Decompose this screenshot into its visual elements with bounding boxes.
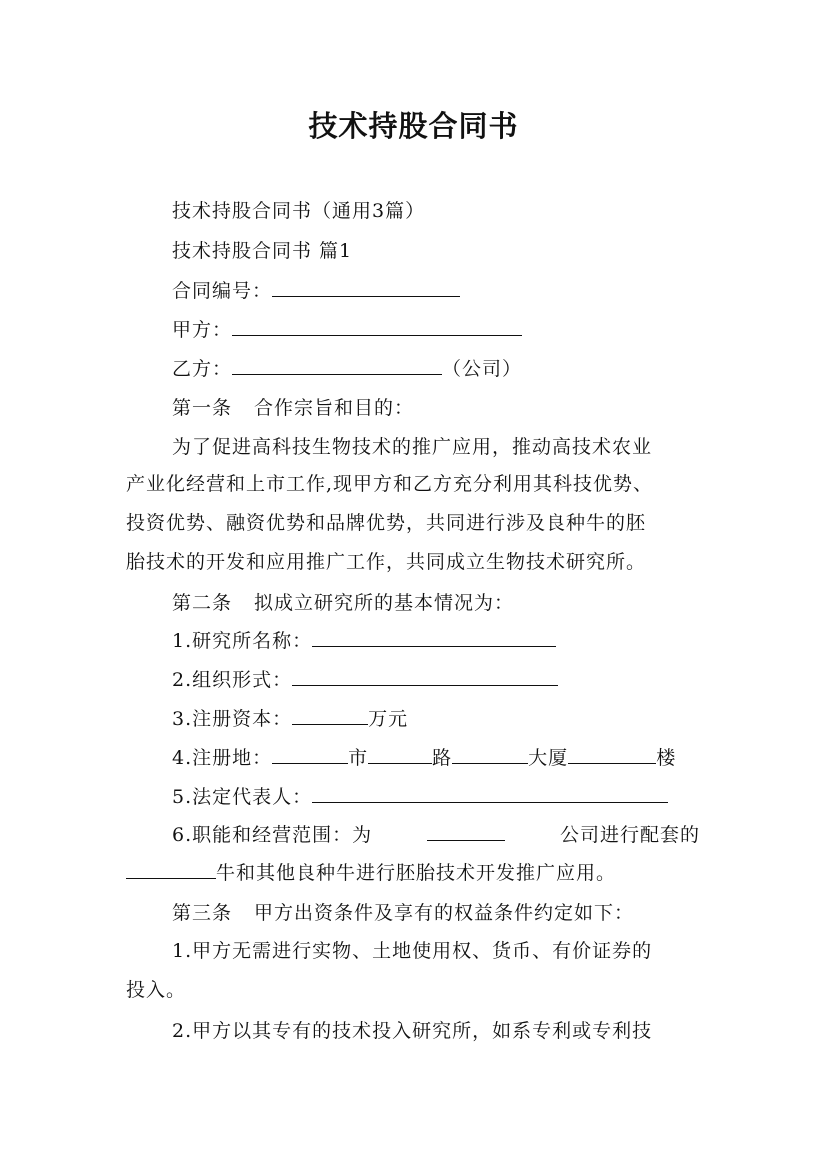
item-4-building-blank (452, 745, 528, 764)
item-4-road-blank (368, 745, 432, 764)
item-4-building: 大厦 (528, 747, 569, 769)
item-6-label: 6.职能和经营范围：为 (172, 824, 373, 846)
item-1-label: 1.研究所名称： (172, 630, 313, 652)
part-heading: 技术持股合同书 篇1 (172, 240, 353, 262)
item-5-blank (312, 784, 668, 803)
article-1-paragraph-line: 为了促进高科技生物技术的推广应用，推动高技术农业 (172, 436, 653, 458)
party-b-blank (232, 356, 442, 375)
item-6-breed-blank (126, 860, 216, 879)
article-1-heading-text: 合作宗旨和目的： (254, 397, 415, 419)
item-4-label: 4.注册地： (172, 747, 273, 769)
article-2-heading (172, 590, 827, 616)
item-4-city: 市 (348, 747, 369, 769)
item-3-label: 3.注册资本： (172, 708, 293, 730)
contract-number-label: 合同编号： (172, 280, 273, 302)
item-3-blank (292, 706, 368, 725)
item-4-line (172, 745, 827, 771)
item-2-blank (292, 667, 558, 686)
item-2-label: 2.组织形式： (172, 669, 293, 691)
party-b-line (172, 356, 827, 382)
party-b-label: 乙方： (172, 358, 233, 380)
article-2-heading-text: 拟成立研究所的基本情况为： (254, 592, 515, 614)
item-3-unit: 万元 (368, 708, 409, 730)
item-5-line (172, 784, 827, 810)
item-4-road: 路 (432, 747, 453, 769)
article-3-title: 第三条 (172, 902, 233, 924)
item-5-label: 5.法定代表人： (172, 786, 313, 808)
article-3-heading (172, 900, 827, 926)
item-4-city-blank (272, 745, 348, 764)
item-6-text-cont: 牛和其他良种牛进行胚胎技术开发推广应用。 (216, 862, 617, 884)
article-2-title: 第二条 (172, 592, 233, 614)
article-3-clause-1: 1.甲方无需进行实物、土地使用权、货币、有价证券的 (172, 940, 653, 962)
article-1-paragraph-line: 胎技术的开发和应用推广工作，共同成立生物技术研究所。 (126, 551, 647, 573)
document-title: 技术持股合同书 (308, 109, 519, 143)
party-a-label: 甲方： (172, 319, 233, 341)
item-6-continuation (126, 860, 827, 886)
article-3-clause-1-cont: 投入。 (126, 979, 187, 1001)
article-1-paragraph-line: 产业化经营和上市工作,现甲方和乙方充分利用其科技优势、 (126, 473, 654, 495)
article-3-heading-text: 甲方出资条件及享有的权益条件约定如下： (254, 902, 635, 924)
document-subtitle: 技术持股合同书（通用3篇） (172, 200, 426, 222)
article-3-clause-2: 2.甲方以其专有的技术投入研究所，如系专利或专利技 (172, 1020, 653, 1042)
party-a-line (172, 317, 827, 343)
item-6-text: 公司进行配套的 (559, 824, 700, 846)
contract-number-line (172, 278, 827, 304)
item-4-floor: 楼 (656, 747, 677, 769)
item-4-floor-blank (568, 745, 656, 764)
article-1-heading (172, 395, 827, 421)
item-3-line (172, 706, 827, 732)
contract-number-blank (272, 278, 460, 297)
party-a-blank (232, 317, 522, 336)
item-1-blank (312, 628, 556, 647)
article-1-paragraph-line: 投资优势、融资优势和品牌优势，共同进行涉及良种牛的胚 (126, 512, 647, 534)
item-2-line (172, 667, 827, 693)
item-6-company-blank (427, 822, 505, 841)
party-b-suffix: （公司） (442, 358, 523, 380)
item-1-line (172, 628, 827, 654)
article-1-title: 第一条 (172, 397, 233, 419)
item-6-line (172, 822, 700, 848)
